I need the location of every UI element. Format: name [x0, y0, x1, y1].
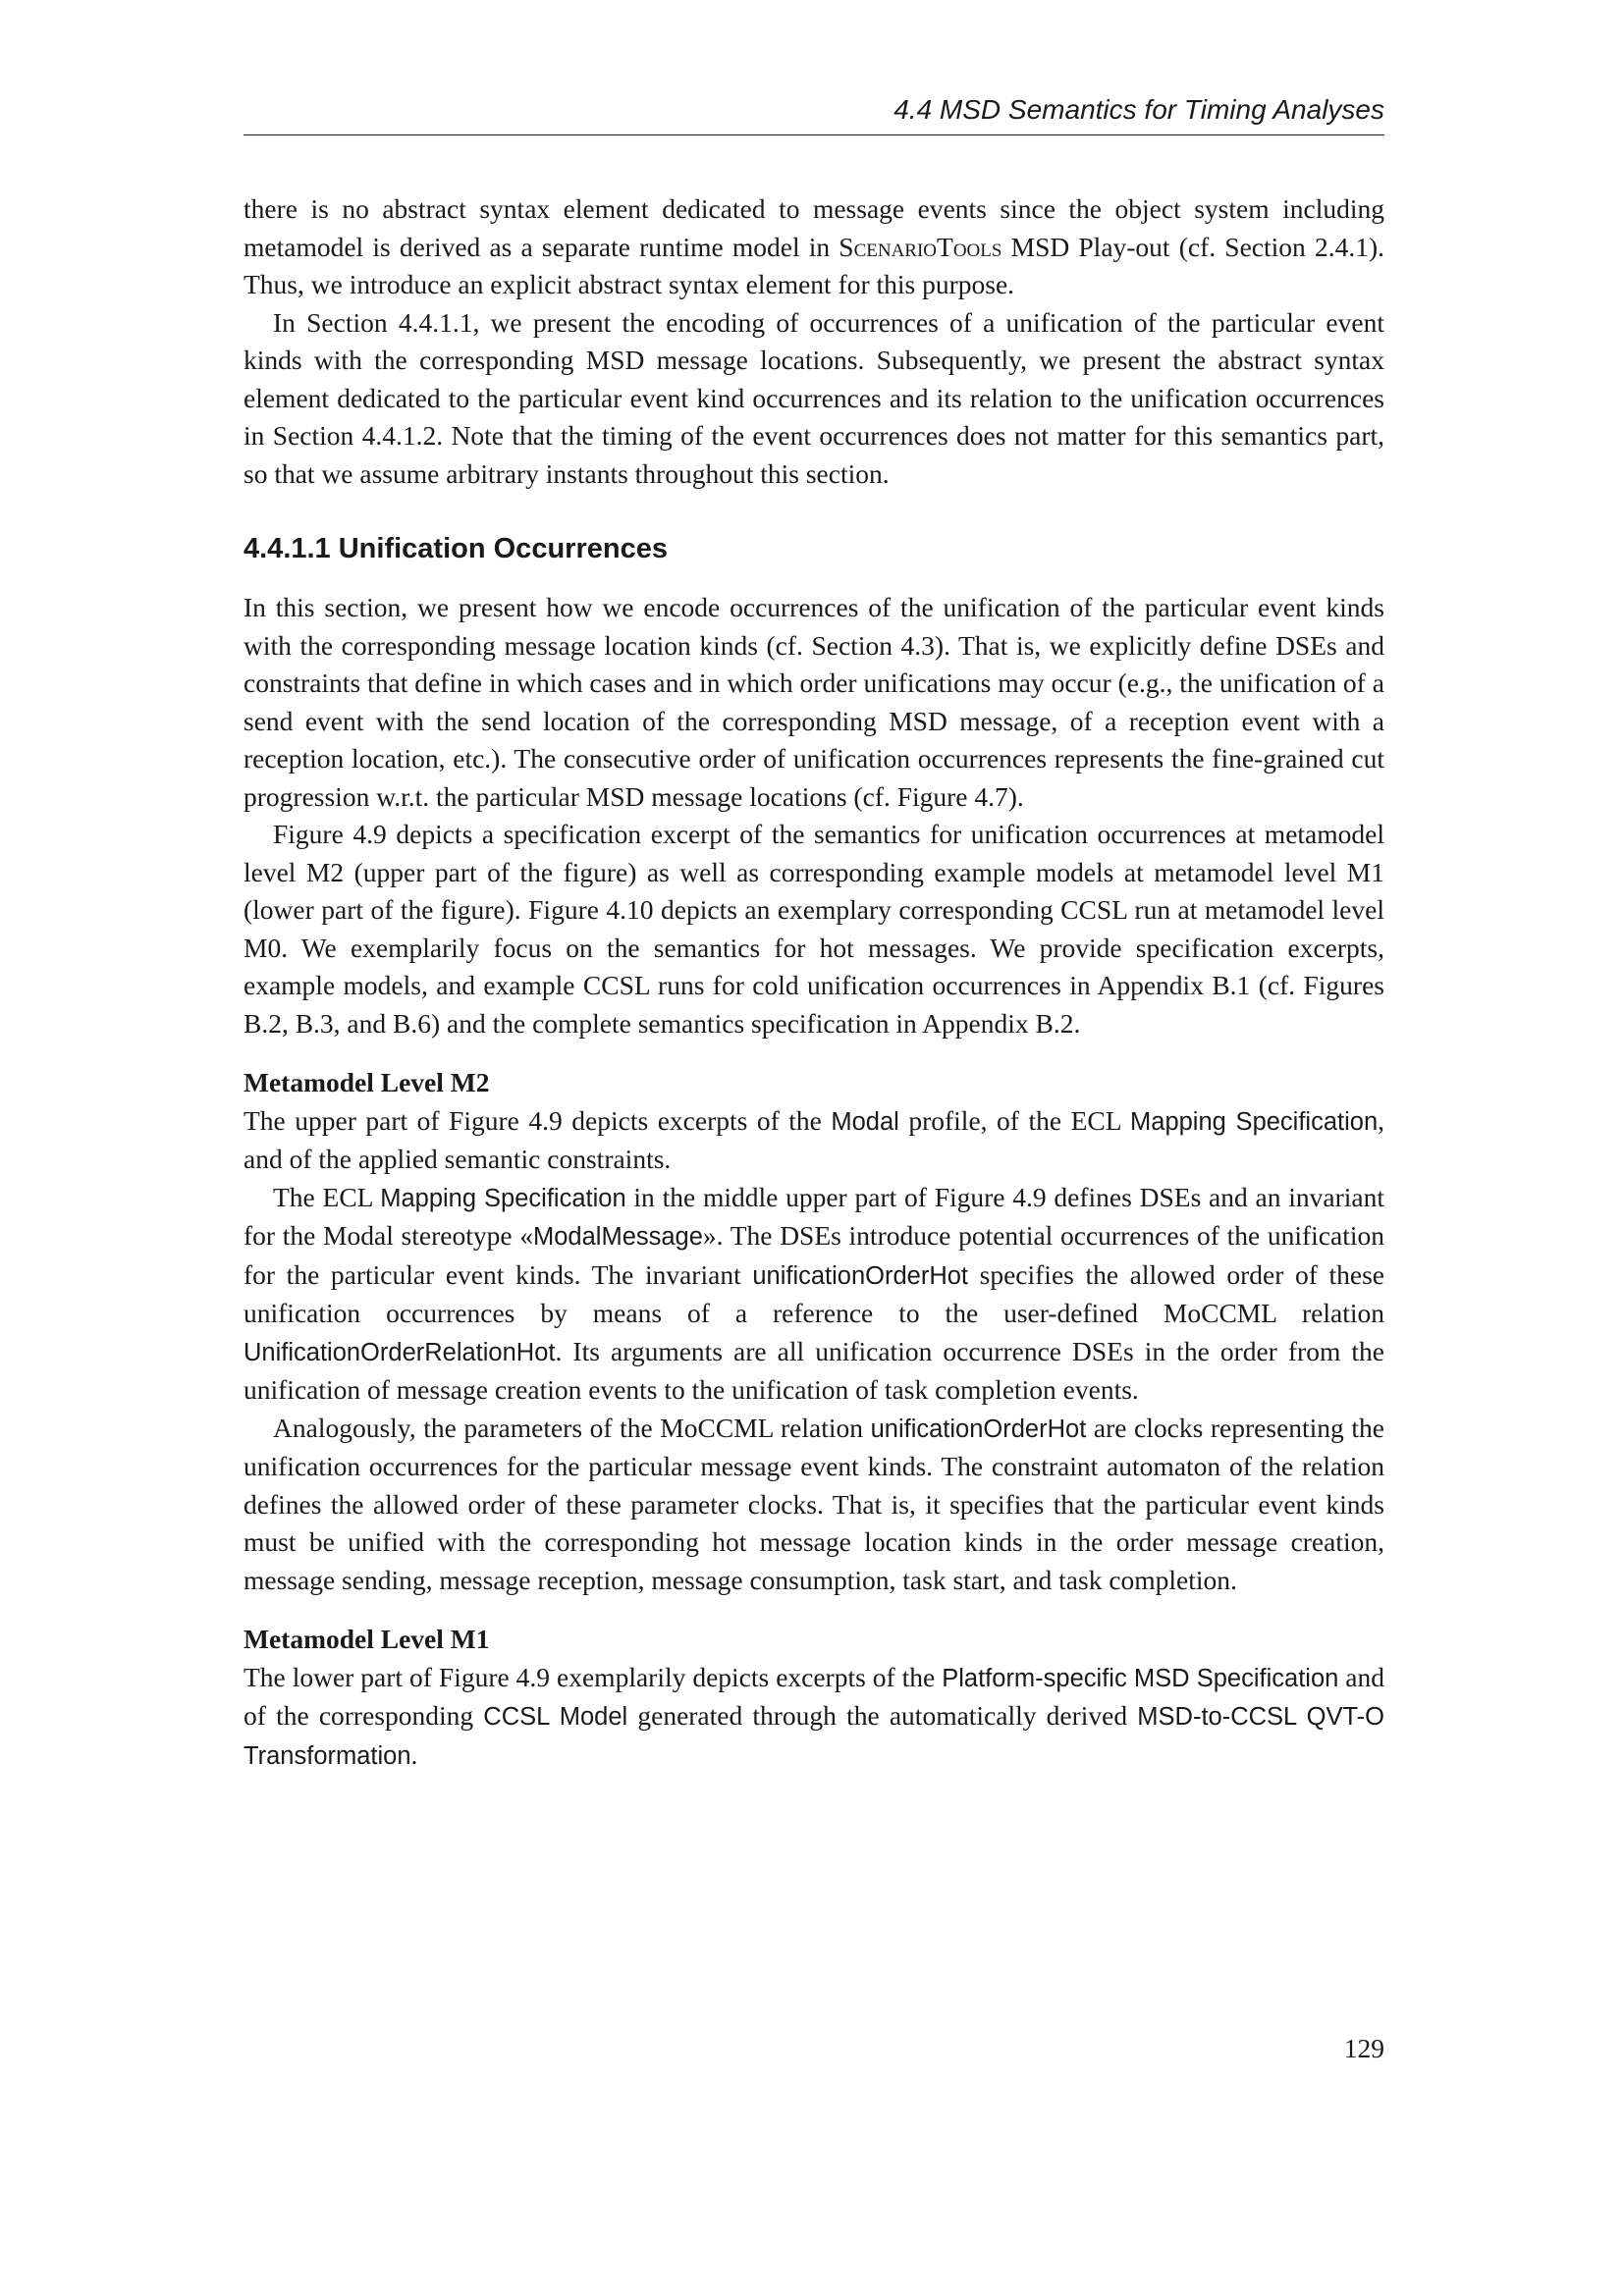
text-run: ». The DSEs introduce potential occurrences of the unification for the particular event kinds. The invariant: [244, 1220, 1385, 1290]
text-run: , and of the applied semantic constraints.: [244, 1104, 1385, 1174]
page-number: 129: [1343, 2033, 1384, 2063]
paragraph-figure-description: Figure 4.9 depicts a specification excerpt of the semantics for unification occurrences at metamodel level M2 (upper part of the figure) as well as corresponding example models at metamodel level M1 (lower part of the figure). Figure 4.10 depicts an exemplary corresponding CCSL run at metamodel level M0. We exemplarily focus on the semantics for hot messages. We provide specification excerpts, example models, and example CCSL runs for cold unification occurrences in Appendix B.1 (cf. Figures B.2, B.3, and B.6) and the complete semantics specification in Appendix B.2.: [244, 819, 1384, 1039]
code-term: unificationOrderHot: [752, 1261, 969, 1290]
subheading-m2: Metamodel Level M2: [244, 1067, 490, 1097]
scenariotools-name: ScenarioTools: [839, 231, 1002, 262]
text-run: there is no abstract syntax element dedicated to message events since the object system including metamodel is derived as a separate runtime model in: [244, 193, 1384, 262]
code-term: Mapping Specification: [1130, 1107, 1379, 1136]
text-run: specifies the allowed order of these unification occurrences by means of a reference to the user-defined MoCCML relation: [244, 1258, 1384, 1328]
paragraph-overview: In Section 4.4.1.1, we present the encoding of occurrences of a unification of the particular event kinds with the corresponding MSD message locations. Subsequently, we present the abstract syntax element dedicated to the particular event kind occurrences and its relation to the unification occurrences in Section 4.4.1.2. Note that the timing of the event occurrences does not matter for this semantics part, so that we assume arbitrary instants throughout this section.: [244, 306, 1384, 489]
text-run: Analogously, the parameters of the MoCCML relation: [273, 1412, 871, 1443]
running-header: 4.4 MSD Semantics for Timing Analyses: [893, 94, 1384, 125]
text-run: The ECL: [273, 1181, 381, 1212]
text-run: The lower part of Figure 4.9 exemplarily depicts excerpts of the: [244, 1661, 943, 1692]
text-run: are clocks representing the unification occurrences for the particular message event kinds. The constraint automaton of the relation defines the allowed order of these parameter clocks. That is, it specifies that the particular event kinds must be unified with the corresponding hot message location kinds in the order message creation, message sending, message reception, message consumption, task start, and task completion.: [244, 1412, 1384, 1595]
code-term: Modal: [831, 1107, 899, 1136]
text-run: . Its arguments are all unification occurrence DSEs in the order from the unification of message creation events to the unification of task completion events.: [244, 1335, 1384, 1405]
text-run: and of the corresponding: [244, 1661, 1384, 1731]
subheading-m1: Metamodel Level M1: [244, 1624, 490, 1654]
paragraph-intro-continued: [244, 190, 1384, 304]
paragraph-moccml-relation: [244, 1410, 1384, 1600]
text-run: .: [410, 1738, 418, 1770]
code-term: ModalMessage: [533, 1223, 703, 1251]
code-term: unificationOrderHot: [870, 1415, 1087, 1443]
paragraph-ecl-mapping: [244, 1179, 1384, 1410]
code-term: CCSL Model: [483, 1703, 628, 1731]
code-term: Platform-specific MSD Specification: [942, 1664, 1339, 1692]
text-run: MSD Play-out (cf. Section 2.4.1). Thus, we introduce an explicit abstract syntax element for this purpose.: [244, 231, 1384, 299]
header-rule: [244, 134, 1384, 135]
section-heading: 4.4.1.1 Unification Occurrences: [244, 533, 668, 564]
text-run: The upper part of Figure 4.9 depicts excerpts of the: [244, 1104, 832, 1136]
paragraph-m1-overview: [244, 1659, 1384, 1776]
code-term: Mapping Specification: [380, 1184, 626, 1212]
code-term: MSD-to-CCSL QVT-O Transformation: [244, 1703, 1384, 1770]
code-term: UnificationOrderRelationHot: [244, 1338, 556, 1366]
text-run: in the middle upper part of Figure 4.9 defines DSEs and an invariant for the Modal stereotype «: [244, 1181, 1385, 1251]
text-run: generated through the automatically derived: [627, 1700, 1138, 1731]
text-run: profile, of the ECL: [898, 1104, 1131, 1136]
paragraph-unification-intro: In this section, we present how we encode occurrences of the unification of the particular event kinds with the corresponding message location kinds (cf. Section 4.3). That is, we explicitly define DSEs and constraints that define in which cases and in which order unifications may occur (e.g., the unification of a send event with the send location of the corresponding MSD message, of a reception event with a reception location, etc.). The consecutive order of unification occurrences represents the fine-grained cut progression w.r.t. the particular MSD message locations (cf. Figure 4.7).: [244, 592, 1384, 812]
body-text: [244, 190, 1384, 1775]
paragraph-m2-overview: [244, 1102, 1384, 1179]
